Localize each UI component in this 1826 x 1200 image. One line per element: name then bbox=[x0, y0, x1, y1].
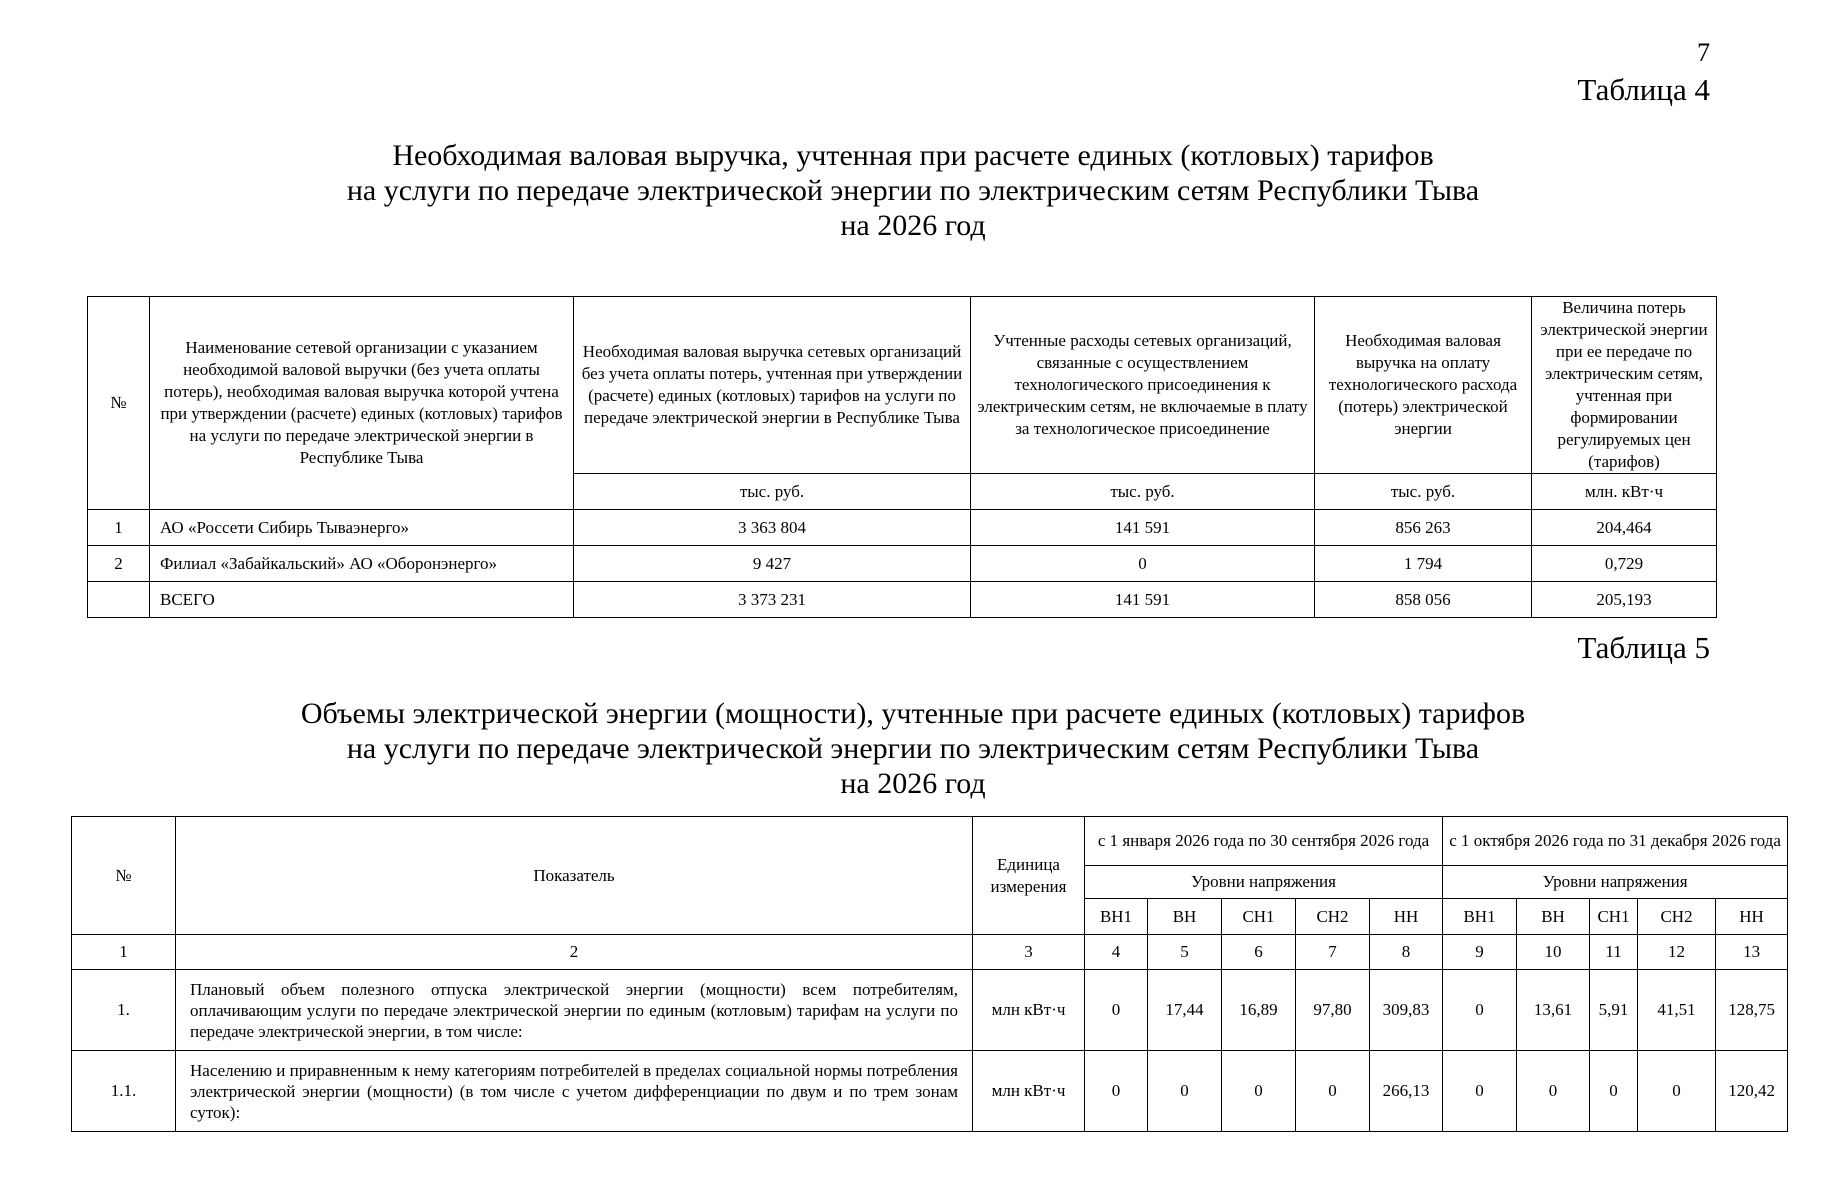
unit-cell: млн. кВт·ч bbox=[1532, 474, 1717, 510]
table-5-title bbox=[0, 696, 1826, 801]
voltage-level: ВН1 bbox=[1443, 899, 1517, 935]
table-4-title-line: Необходимая валовая выручка, учтенная при расчете единых (котловых) тарифов bbox=[392, 139, 1434, 172]
unit-cell: тыс. руб. bbox=[971, 474, 1315, 510]
table-4-label: Таблица 4 bbox=[1577, 72, 1710, 107]
row-value: 16,89 bbox=[1222, 970, 1296, 1051]
row-organization: Филиал «Забайкальский» АО «Оборонэнерго» bbox=[150, 546, 574, 582]
row-value: 0 bbox=[1443, 1051, 1517, 1132]
row-num: 2 bbox=[88, 546, 150, 582]
row-value: 13,61 bbox=[1517, 970, 1590, 1051]
header-indicator: Показатель bbox=[176, 817, 973, 935]
column-number: 7 bbox=[1296, 935, 1370, 970]
row-nvv: 3 363 804 bbox=[574, 510, 971, 546]
table-4 bbox=[87, 296, 1717, 618]
table-5-title-line: Объемы электрической энергии (мощности), учтенные при расчете единых (котловых) тарифов bbox=[300, 697, 1526, 730]
column-number: 10 bbox=[1517, 935, 1590, 970]
row-num: 1.1. bbox=[72, 1051, 176, 1132]
voltage-level: ВН bbox=[1148, 899, 1222, 935]
row-expenses: 141 591 bbox=[971, 510, 1315, 546]
header-voltage-levels: Уровни напряжения bbox=[1443, 866, 1788, 899]
page-number: 7 bbox=[1697, 38, 1710, 67]
row-value: 0 bbox=[1517, 1051, 1590, 1132]
column-numbers-row bbox=[72, 935, 1788, 970]
row-indicator: Населению и приравненным к нему категориям потребителей в пределах социальной нормы потребления электрической энергии (мощности) (в том числе с учетом дифференциации по двум и по трем зонам суток): bbox=[176, 1051, 973, 1132]
row-organization: ВСЕГО bbox=[150, 582, 574, 618]
column-number: 5 bbox=[1148, 935, 1222, 970]
header-losses-value: Величина потерь электрической энергии при ее передаче по электрическим сетям, учтенная при формировании регулируемых цен (тарифов) bbox=[1532, 297, 1717, 474]
table-5 bbox=[71, 816, 1788, 1132]
column-number: 9 bbox=[1443, 935, 1517, 970]
row-unit: млн кВт·ч bbox=[973, 1051, 1085, 1132]
row-value: 309,83 bbox=[1370, 970, 1443, 1051]
row-value: 97,80 bbox=[1296, 970, 1370, 1051]
table-4-title bbox=[0, 138, 1826, 243]
header-unit: Единица измерения bbox=[973, 817, 1085, 935]
row-organization: АО «Россети Сибирь Тываэнерго» bbox=[150, 510, 574, 546]
column-number: 8 bbox=[1370, 935, 1443, 970]
header-num: № bbox=[72, 817, 176, 935]
table-row bbox=[72, 970, 1788, 1051]
table-row bbox=[72, 1051, 1788, 1132]
row-value: 5,91 bbox=[1590, 970, 1638, 1051]
table-5-title-line: на услуги по передаче электрической энергии по электрическим сетям Республики Тыва bbox=[346, 732, 1480, 765]
column-number: 11 bbox=[1590, 935, 1638, 970]
unit-cell: тыс. руб. bbox=[1315, 474, 1532, 510]
header-period-2: с 1 октября 2026 года по 31 декабря 2026 года bbox=[1443, 817, 1788, 866]
row-losses-value: 0,729 bbox=[1532, 546, 1717, 582]
voltage-level: СН2 bbox=[1296, 899, 1370, 935]
table-row-total bbox=[88, 582, 1717, 618]
table-4-title-line: на 2026 год bbox=[840, 209, 986, 242]
row-value: 17,44 bbox=[1148, 970, 1222, 1051]
column-number: 12 bbox=[1638, 935, 1716, 970]
voltage-level: СН1 bbox=[1222, 899, 1296, 935]
row-losses-value: 204,464 bbox=[1532, 510, 1717, 546]
row-value: 0 bbox=[1085, 970, 1148, 1051]
row-value: 266,13 bbox=[1370, 1051, 1443, 1132]
column-number: 4 bbox=[1085, 935, 1148, 970]
column-number: 1 bbox=[72, 935, 176, 970]
header-losses-payment: Необходимая валовая выручка на оплату технологического расхода (потерь) электрической энергии bbox=[1315, 297, 1532, 474]
table-5-title-line: на 2026 год bbox=[840, 767, 986, 800]
column-number: 2 bbox=[176, 935, 973, 970]
row-value: 0 bbox=[1222, 1051, 1296, 1132]
row-losses-payment: 858 056 bbox=[1315, 582, 1532, 618]
row-value: 0 bbox=[1085, 1051, 1148, 1132]
row-nvv: 9 427 bbox=[574, 546, 971, 582]
header-organization: Наименование сетевой организации с указанием необходимой валовой выручки (без учета оплаты потерь), необходимая валовая выручка которой учтена при утверждении (расчете) единых (котловых) тарифов на услуги по передаче электрической энергии в Республике Тыва bbox=[150, 297, 574, 510]
table-row bbox=[88, 546, 1717, 582]
column-number: 6 bbox=[1222, 935, 1296, 970]
voltage-level: СН2 bbox=[1638, 899, 1716, 935]
row-expenses: 0 bbox=[971, 546, 1315, 582]
table-4-title-line: на услуги по передаче электрической энергии по электрическим сетям Республики Тыва bbox=[346, 174, 1480, 207]
row-num: 1 bbox=[88, 510, 150, 546]
row-expenses: 141 591 bbox=[971, 582, 1315, 618]
column-number: 3 bbox=[973, 935, 1085, 970]
row-value: 0 bbox=[1638, 1051, 1716, 1132]
row-value: 0 bbox=[1296, 1051, 1370, 1132]
voltage-level: НН bbox=[1716, 899, 1788, 935]
voltage-level: НН bbox=[1370, 899, 1443, 935]
row-num bbox=[88, 582, 150, 618]
header-voltage-levels: Уровни напряжения bbox=[1085, 866, 1443, 899]
voltage-level: ВН bbox=[1517, 899, 1590, 935]
row-unit: млн кВт·ч bbox=[973, 970, 1085, 1051]
table-5-label: Таблица 5 bbox=[1577, 630, 1710, 665]
row-value: 0 bbox=[1590, 1051, 1638, 1132]
header-connection-expenses: Учтенные расходы сетевых организаций, связанные с осуществлением технологического присоединения к электрическим сетям, не включаемые в плату за технологическое присоединение bbox=[971, 297, 1315, 474]
row-num: 1. bbox=[72, 970, 176, 1051]
header-num: № bbox=[88, 297, 150, 510]
row-value: 0 bbox=[1148, 1051, 1222, 1132]
unit-cell: тыс. руб. bbox=[574, 474, 971, 510]
header-nvv: Необходимая валовая выручка сетевых организаций без учета оплаты потерь, учтенная при утверждении (расчете) единых (котловых) тарифов на услуги по передаче электрической энергии в Республике Тыва bbox=[574, 297, 971, 474]
voltage-level: СН1 bbox=[1590, 899, 1638, 935]
row-nvv: 3 373 231 bbox=[574, 582, 971, 618]
row-value: 0 bbox=[1443, 970, 1517, 1051]
row-losses-value: 205,193 bbox=[1532, 582, 1717, 618]
table-row bbox=[88, 510, 1717, 546]
voltage-level: ВН1 bbox=[1085, 899, 1148, 935]
row-losses-payment: 856 263 bbox=[1315, 510, 1532, 546]
row-value: 120,42 bbox=[1716, 1051, 1788, 1132]
row-losses-payment: 1 794 bbox=[1315, 546, 1532, 582]
row-value: 41,51 bbox=[1638, 970, 1716, 1051]
row-indicator: Плановый объем полезного отпуска электрической энергии (мощности) всем потребителям, оплачивающим услуги по передаче электрической энергии по единым (котловым) тарифам на услуги по передаче электрической энергии, в том числе: bbox=[176, 970, 973, 1051]
column-number: 13 bbox=[1716, 935, 1788, 970]
row-value: 128,75 bbox=[1716, 970, 1788, 1051]
header-period-1: с 1 января 2026 года по 30 сентября 2026 года bbox=[1085, 817, 1443, 866]
